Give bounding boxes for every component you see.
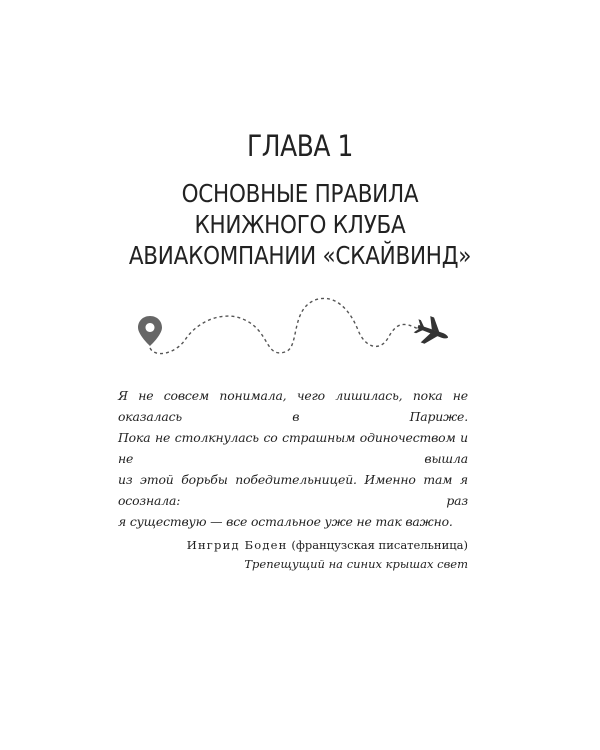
airplane-icon (411, 313, 453, 351)
epigraph-line: я существую — все остальное уже не так важно. (118, 514, 453, 529)
epigraph-line: из этой борьбы победительницей. Именно там я осознала: раз (118, 472, 468, 508)
chapter-title (42, 178, 558, 271)
flight-route-graphic (130, 290, 460, 370)
chapter-title-line: АВИАКОМПАНИИ «СКАЙВИНД» (128, 241, 472, 270)
location-pin-icon (138, 316, 162, 346)
epigraph-quote (118, 385, 468, 532)
author-name: Ингрид Боден (186, 538, 288, 552)
epigraph-line: Пока не столкнулась со страшным одиночеством и не вышла (118, 430, 468, 466)
chapter-title-line: КНИЖНОГО КЛУБА (194, 210, 406, 239)
chapter-title-line: ОСНОВНЫЕ ПРАВИЛА (181, 179, 419, 208)
source-title: Трепещущий на синих крышах свет (244, 557, 468, 571)
dashed-route-line (150, 298, 420, 353)
author-line (118, 536, 468, 555)
epigraph-line: Я не совсем понимала, чего лишилась, пока не оказалась в Париже. (118, 388, 468, 424)
epigraph (118, 385, 468, 574)
author-description: (французская писательница) (291, 538, 468, 552)
epigraph-attribution (118, 536, 468, 574)
chapter-number: ГЛАВА 1 (247, 129, 353, 163)
